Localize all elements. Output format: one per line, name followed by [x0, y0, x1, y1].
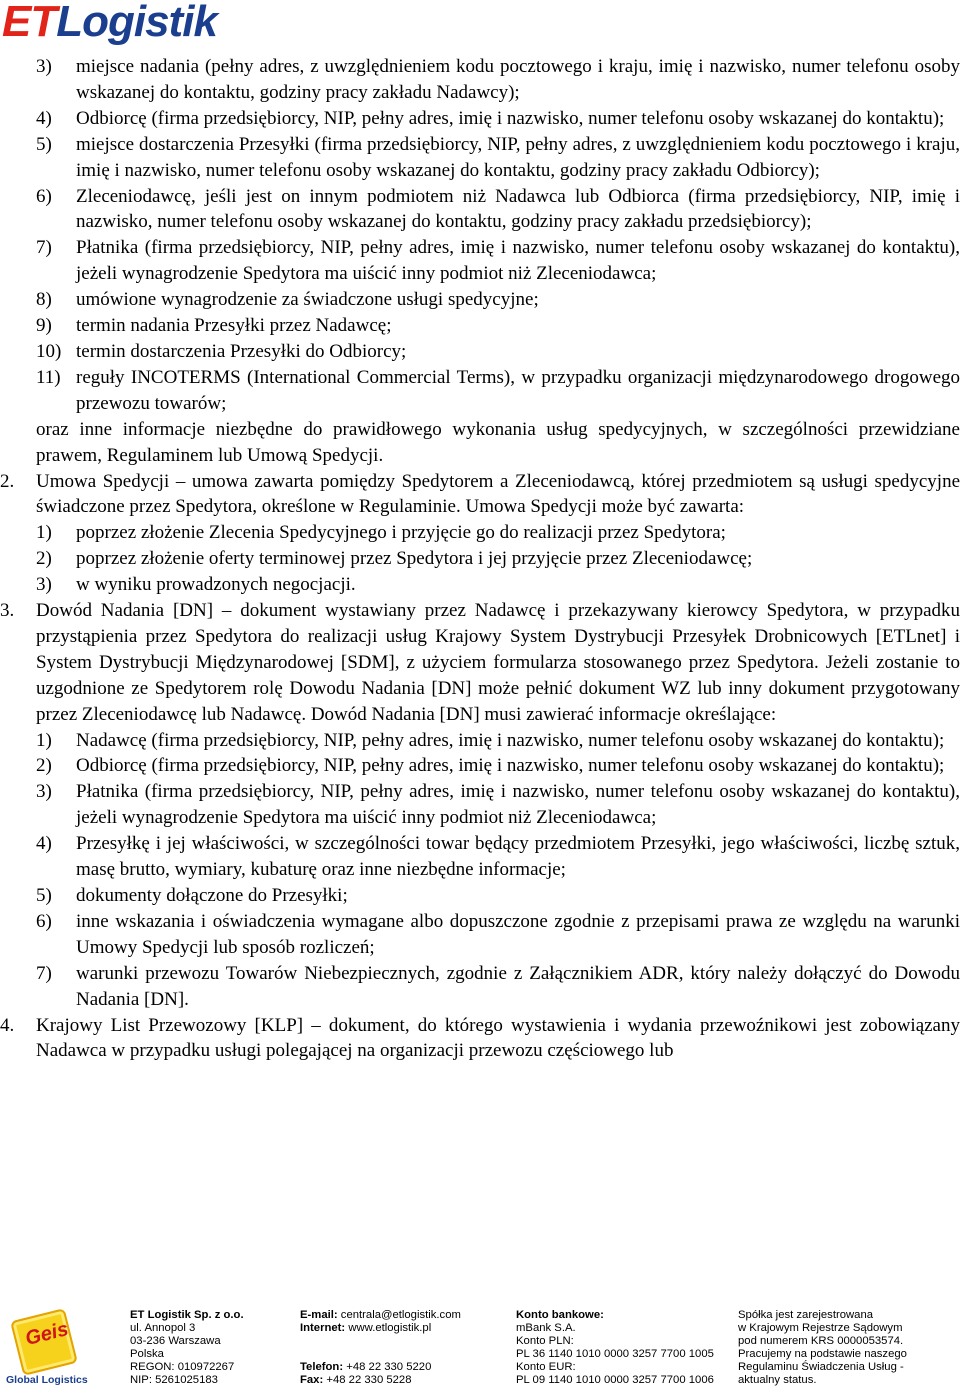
registry-line-6: aktualny status. — [738, 1374, 817, 1386]
bank-eur-account: PL 09 1140 1010 0000 3257 7700 1006 — [516, 1374, 714, 1386]
list-item — [36, 132, 960, 184]
item-text: poprzez złożenie oferty terminowej przez Spedytora i jej przyjęcie przez Zleceniodawcę; — [76, 548, 753, 570]
registry-line-4: Pracujemy na podstawie naszego — [738, 1348, 907, 1360]
item-number: 3) — [36, 574, 52, 596]
item-text: Płatnika (firma przedsiębiorcy, NIP, pełny adres, imię i nazwisko, numer telefonu osoby wskazanej do kontaktu), jeżeli wynagrodzenie Spedytora ma uiścić inny podmiot niż Zleceniodawca; — [76, 781, 960, 829]
item-number: 4) — [36, 107, 52, 129]
bank-pln-account: PL 36 1140 1010 0000 3257 7700 1005 — [516, 1348, 714, 1360]
company-name: ET Logistik Sp. z o.o. — [130, 1309, 244, 1321]
footer-contact — [300, 1309, 461, 1387]
contact-phone-row — [300, 1361, 461, 1374]
company-city: 03-236 Warszawa — [130, 1335, 221, 1347]
bank-eur-label: Konto EUR: — [516, 1361, 576, 1373]
list-item — [36, 287, 960, 313]
item-text: oraz inne informacje niezbędne do prawidłowego wykonania usług spedycyjnych, w szczególności przewidziane prawem, Regulaminem lub Umową Spedycji. — [36, 418, 960, 466]
registry-line-5: Regulaminu Świadczenia Usług - — [738, 1361, 904, 1373]
section-paragraph — [0, 598, 960, 728]
item-number: 3) — [36, 56, 52, 77]
geis-subtitle: Global Logistics — [6, 1374, 88, 1386]
list-item — [36, 883, 960, 909]
item-number: 11) — [36, 366, 61, 388]
phone-value: +48 22 330 5220 — [343, 1361, 432, 1373]
item-text: warunki przewozu Towarów Niebezpiecznych, zgodnie z Załącznikiem ADR, który należy dołączyć do Dowodu Nadania [DN]. — [76, 962, 960, 1010]
item-number: 1) — [36, 729, 52, 751]
company-street: ul. Annopol 3 — [130, 1322, 196, 1334]
logo-logistik: Logistik — [56, 0, 217, 46]
item-text: miejsce dostarczenia Przesyłki (firma przedsiębiorcy, NIP, pełny adres, z uwzględnieniem kodu pocztowego i kraju, imię i nazwisko, numer telefonu osoby wskazanej do kontaktu, godziny pracy zakładu Odbiorcy); — [76, 133, 960, 181]
item-number: 9) — [36, 315, 52, 337]
email-label: E-mail: — [300, 1309, 338, 1321]
item-text: Zleceniodawcę, jeśli jest on innym podmiotem niż Nadawca lub Odbiorca (firma przedsiębiorcy, NIP, imię i nazwisko, numer telefonu osoby wskazanej do kontaktu, godziny pracy zakładu przedsiębiorcy); — [76, 185, 960, 233]
list-item — [36, 909, 960, 961]
fax-value: +48 22 330 5228 — [323, 1374, 412, 1386]
logo-et: ET — [2, 0, 57, 46]
list-item — [36, 753, 960, 779]
footer-company — [130, 1309, 244, 1387]
list-item — [36, 313, 960, 339]
item-text: termin dostarczenia Przesyłki do Odbiorcy; — [76, 340, 407, 362]
contact-email-row — [300, 1309, 461, 1322]
item-number: 2) — [36, 755, 52, 777]
list-item — [36, 520, 960, 546]
item-number: 4. — [0, 1014, 15, 1036]
bank-pln-label: Konto PLN: — [516, 1335, 574, 1347]
internet-label: Internet: — [300, 1322, 346, 1334]
bank-name: mBank S.A. — [516, 1322, 576, 1334]
list-item — [36, 961, 960, 1013]
email-link[interactable]: centrala@etlogistik.com — [337, 1309, 461, 1321]
item-number: 7) — [36, 237, 52, 259]
item-text: Przesyłkę i jej właściwości, w szczególności towar będący przedmiotem Przesyłki, jego właściwości, liczbę sztuk, masę brutto, wymiary, kubaturę oraz inne niezbędne informacje; — [76, 833, 960, 881]
item-number: 4) — [36, 833, 52, 855]
list-item — [36, 339, 960, 365]
bank-label: Konto bankowe: — [516, 1309, 604, 1321]
registry-line-1: Spółka jest zarejestrowana — [738, 1309, 874, 1321]
footer — [0, 1306, 960, 1393]
company-country: Polska — [130, 1348, 164, 1360]
item-number: 10) — [36, 340, 62, 362]
etlogistik-logo — [2, 0, 217, 48]
item-number: 7) — [36, 962, 52, 984]
list-item — [36, 779, 960, 831]
phone-label: Telefon: — [300, 1361, 344, 1373]
geis-logo — [6, 1308, 88, 1388]
list-item — [36, 54, 960, 106]
item-text: reguły INCOTERMS (International Commercial Terms), w przypadku organizacji międzynarodowego drogowego przewozu towarów; — [76, 366, 960, 414]
list-item — [36, 831, 960, 883]
item-text: Odbiorcę (firma przedsiębiorcy, NIP, pełny adres, imię i nazwisko, numer telefonu osoby wskazanej do kontaktu); — [76, 755, 945, 777]
item-number: 8) — [36, 289, 52, 311]
item-number: 3) — [36, 781, 52, 803]
footer-registry — [738, 1309, 907, 1387]
item-number: 6) — [36, 910, 52, 932]
footer-bank — [516, 1309, 714, 1387]
registry-line-3: pod numerem KRS 0000053574. — [738, 1335, 904, 1347]
list-item — [36, 728, 960, 754]
document-body — [0, 54, 960, 1064]
item-text: w wyniku prowadzonych negocjacji. — [76, 574, 356, 596]
company-nip: NIP: 5261025183 — [130, 1374, 218, 1386]
item-text: Umowa Spedycji – umowa zawarta pomiędzy Spedytorem a Zleceniodawcą, której przedmiotem są usługi spedycyjne świadczone przez Spedytora, określone w Regulaminie. Umowa Spedycji może być zawarta: — [36, 470, 960, 518]
fax-label: Fax: — [300, 1374, 324, 1386]
item-text: poprzez złożenie Zlecenia Spedycyjnego i przyjęcie go do realizacji przez Spedytora; — [76, 522, 726, 544]
list-item — [36, 546, 960, 572]
section-paragraph — [0, 1013, 960, 1065]
item-number: 5) — [36, 133, 52, 155]
item-number: 2. — [0, 470, 15, 492]
item-number: 2) — [36, 548, 52, 570]
section-paragraph — [0, 469, 960, 521]
company-regon: REGON: 010972267 — [130, 1361, 235, 1373]
registry-line-2: w Krajowym Rejestrze Sądowym — [738, 1322, 903, 1334]
item-text: Dowód Nadania [DN] – dokument wystawiany przez Nadawcę i przekazywany kierowcy Spedytora, w przypadku przystąpienia przez Spedytora do realizacji usług Krajowy System Dystrybucji Przesyłek Drobnicowych [ETLnet] i System Dystrybucji Międzynarodowej [SDM], z użyciem formularza stosowanego przez Spedytora. Jeżeli zostanie to uzgodnione ze Spedytorem rolę Dowodu Nadania [DN] może pełnić dokument WZ lub inny dokument przygotowany przez Zleceniodawcę lub Nadawcę. Dowód Nadania [DN] musi zawierać informacje określające: — [36, 600, 960, 725]
internet-link[interactable]: www.etlogistik.pl — [345, 1322, 432, 1334]
contact-internet-row — [300, 1322, 461, 1335]
item-number: 1) — [36, 522, 52, 544]
item-text: Nadawcę (firma przedsiębiorcy, NIP, pełny adres, imię i nazwisko, numer telefonu osoby wskazanej do kontaktu); — [76, 729, 945, 751]
list-item — [36, 106, 960, 132]
list-item — [36, 365, 960, 417]
item-text: dokumenty dołączone do Przesyłki; — [76, 885, 348, 906]
item-text: Płatnika (firma przedsiębiorcy, NIP, pełny adres, imię i nazwisko, numer telefonu osoby wskazanej do kontaktu), jeżeli wynagrodzenie Spedytora ma uiścić inny podmiot niż Zleceniodawca; — [76, 237, 960, 285]
item-number: 5) — [36, 885, 52, 906]
item-number: 6) — [36, 185, 52, 207]
item-number: 3. — [0, 600, 15, 622]
contact-fax-row — [300, 1374, 461, 1387]
geis-word: Geis — [23, 1318, 71, 1350]
item-text: inne wskazania i oświadczenia wymagane albo dopuszczone zgodnie z przepisami prawa ze względu na warunki Umowy Spedycji lub sposób rozliczeń; — [76, 910, 960, 958]
item-text: Odbiorcę (firma przedsiębiorcy, NIP, pełny adres, imię i nazwisko, numer telefonu osoby wskazanej do kontaktu); — [76, 107, 945, 129]
list-item — [36, 235, 960, 287]
list-item — [36, 572, 960, 598]
list-item — [36, 184, 960, 236]
item-text: umówione wynagrodzenie za świadczone usługi spedycyjne; — [76, 289, 539, 311]
item-text: Krajowy List Przewozowy [KLP] – dokument, do którego wystawienia i wydania przewoźnikowi jest zobowiązany Nadawca w przypadku usługi polegającej na organizacji przewozu częściowego lub — [36, 1014, 960, 1062]
paragraph — [36, 417, 960, 469]
item-text: miejsce nadania (pełny adres, z uwzględnieniem kodu pocztowego i kraju, imię i nazwisko, numer telefonu osoby wskazanej do kontaktu, godziny pracy zakładu Nadawcy); — [76, 56, 960, 103]
item-text: termin nadania Przesyłki przez Nadawcę; — [76, 315, 392, 337]
